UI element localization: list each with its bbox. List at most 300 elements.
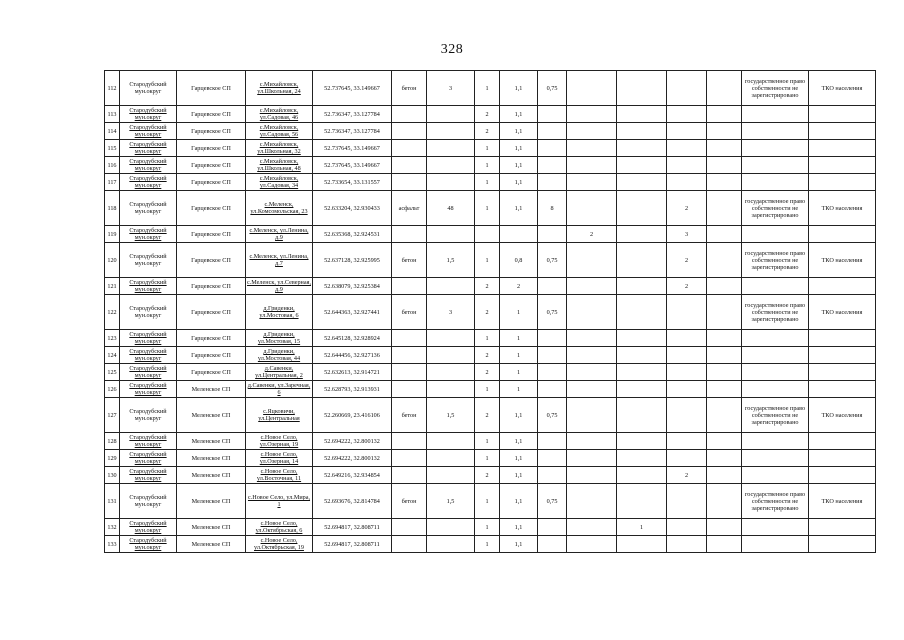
volume-cell: 1,1 (500, 123, 538, 140)
col13-cell: 3 (667, 226, 707, 243)
row-number: 133 (105, 536, 120, 553)
waste-source-cell (809, 106, 876, 123)
settlement-cell: Гарцевское СП (177, 243, 246, 278)
district-cell: Стародубский мун.округ (120, 398, 177, 433)
waste-source-cell (809, 226, 876, 243)
table-row (105, 347, 876, 364)
surface-cell: бетон (392, 295, 427, 330)
col11-cell (567, 295, 617, 330)
volume-cell: 1,1 (500, 536, 538, 553)
area-cell: 1,5 (427, 243, 475, 278)
table-row (105, 433, 876, 450)
coordinates-cell: 52.693676, 32.814784 (313, 484, 392, 519)
surface-cell: бетон (392, 243, 427, 278)
surface-cell (392, 364, 427, 381)
col13-cell (667, 330, 707, 347)
col13-cell (667, 536, 707, 553)
owner-cell (742, 140, 809, 157)
waste-source-cell (809, 140, 876, 157)
address-cell: с.Михайловск, ул.Школьная, 24 (246, 71, 313, 106)
address-cell: с.Новое Село, ул.Октябрьская, 19 (246, 536, 313, 553)
table-row (105, 364, 876, 381)
containers-cell (475, 226, 500, 243)
containers-cell: 1 (475, 381, 500, 398)
col11-cell (567, 519, 617, 536)
table-row (105, 157, 876, 174)
col11-cell (567, 191, 617, 226)
col14-cell (707, 174, 742, 191)
address-cell: д.Савенки, ул.Заречная, 6 (246, 381, 313, 398)
col12-cell (617, 484, 667, 519)
address-cell: с.Меленск, ул.Ленина, д.9 (246, 226, 313, 243)
district-cell: Стародубский мун.округ (120, 191, 177, 226)
volume-cell: 1 (500, 295, 538, 330)
waste-source-cell (809, 157, 876, 174)
address-cell: с.Меленск, ул.Комсомольская, 23 (246, 191, 313, 226)
col12-cell (617, 243, 667, 278)
district-cell: Стародубский мун.округ (120, 330, 177, 347)
col11-cell (567, 330, 617, 347)
containers-cell: 2 (475, 398, 500, 433)
waste-source-cell: ТКО населения (809, 398, 876, 433)
volume-cell: 1,1 (500, 106, 538, 123)
coordinates-cell: 52.694817, 32.808711 (313, 519, 392, 536)
surface-cell (392, 433, 427, 450)
coordinates-cell: 52.737645, 33.149667 (313, 157, 392, 174)
area-cell (427, 450, 475, 467)
address-cell: с.Новое Село, ул.Мира, 1 (246, 484, 313, 519)
row-number: 112 (105, 71, 120, 106)
district-cell: Стародубский мун.округ (120, 157, 177, 174)
col12-cell (617, 123, 667, 140)
containers-cell: 2 (475, 347, 500, 364)
col13-cell (667, 123, 707, 140)
col11-cell (567, 71, 617, 106)
col13-cell: 2 (667, 278, 707, 295)
address-cell: с.Новое Село, ул.Октябрьская, 6 (246, 519, 313, 536)
address-cell: с.Михайловск, ул.Садовая, 56 (246, 123, 313, 140)
col11-cell (567, 278, 617, 295)
waste-source-cell (809, 330, 876, 347)
col13-cell (667, 364, 707, 381)
col12-cell (617, 330, 667, 347)
settlement-cell: Меленское СП (177, 433, 246, 450)
col12-cell (617, 381, 667, 398)
col13-cell (667, 381, 707, 398)
col10-cell: 0,75 (538, 484, 567, 519)
row-number: 130 (105, 467, 120, 484)
area-cell (427, 226, 475, 243)
col14-cell (707, 123, 742, 140)
owner-cell (742, 467, 809, 484)
district-cell: Стародубский мун.округ (120, 484, 177, 519)
table-row (105, 536, 876, 553)
col14-cell (707, 191, 742, 226)
coordinates-cell: 52.733654, 33.131557 (313, 174, 392, 191)
district-cell: Стародубский мун.округ (120, 174, 177, 191)
col11-cell (567, 174, 617, 191)
col10-cell: 0,75 (538, 295, 567, 330)
row-number: 124 (105, 347, 120, 364)
waste-source-cell (809, 123, 876, 140)
area-cell: 1,5 (427, 484, 475, 519)
area-cell (427, 364, 475, 381)
row-number: 116 (105, 157, 120, 174)
settlement-cell: Меленское СП (177, 467, 246, 484)
waste-source-cell (809, 174, 876, 191)
row-number: 125 (105, 364, 120, 381)
containers-cell: 1 (475, 191, 500, 226)
coordinates-cell: 52.637128, 32.925995 (313, 243, 392, 278)
containers-cell: 1 (475, 330, 500, 347)
surface-cell (392, 536, 427, 553)
settlement-cell: Гарцевское СП (177, 364, 246, 381)
coordinates-cell: 52.736347, 33.127784 (313, 123, 392, 140)
district-cell: Стародубский мун.округ (120, 347, 177, 364)
coordinates-cell: 52.638079, 32.925384 (313, 278, 392, 295)
table-row (105, 398, 876, 433)
settlement-cell: Гарцевское СП (177, 330, 246, 347)
waste-source-cell (809, 519, 876, 536)
coordinates-cell: 52.644456, 32.927136 (313, 347, 392, 364)
col14-cell (707, 536, 742, 553)
district-cell: Стародубский мун.округ (120, 106, 177, 123)
row-number: 131 (105, 484, 120, 519)
owner-cell: государственное право собственности не зарегистрировано (742, 484, 809, 519)
col14-cell (707, 330, 742, 347)
area-cell: 48 (427, 191, 475, 226)
col14-cell (707, 398, 742, 433)
row-number: 127 (105, 398, 120, 433)
col10-cell: 8 (538, 191, 567, 226)
containers-cell: 1 (475, 450, 500, 467)
area-cell: 3 (427, 295, 475, 330)
coordinates-cell: 52.737645, 33.149667 (313, 140, 392, 157)
address-cell: с.Михайловск, ул.Садовая, 46 (246, 106, 313, 123)
district-cell: Стародубский мун.округ (120, 226, 177, 243)
coordinates-cell: 52.694222, 32.800132 (313, 450, 392, 467)
col11-cell (567, 243, 617, 278)
surface-cell: бетон (392, 484, 427, 519)
registry-table (104, 70, 876, 553)
table-row (105, 174, 876, 191)
col12-cell (617, 191, 667, 226)
waste-source-cell (809, 381, 876, 398)
table-row (105, 106, 876, 123)
col13-cell (667, 174, 707, 191)
row-number: 115 (105, 140, 120, 157)
owner-cell (742, 381, 809, 398)
col11-cell (567, 484, 617, 519)
owner-cell (742, 519, 809, 536)
col10-cell (538, 140, 567, 157)
settlement-cell: Меленское СП (177, 536, 246, 553)
row-number: 121 (105, 278, 120, 295)
col14-cell (707, 140, 742, 157)
volume-cell: 1,1 (500, 398, 538, 433)
col14-cell (707, 106, 742, 123)
address-cell: с.Михайловск, ул.Школьная, 32 (246, 140, 313, 157)
address-cell: с.Михайловск, ул.Школьная, 48 (246, 157, 313, 174)
address-cell: с.Новое Село, ул.Озерная, 14 (246, 450, 313, 467)
col14-cell (707, 347, 742, 364)
district-cell: Стародубский мун.округ (120, 381, 177, 398)
surface-cell (392, 106, 427, 123)
surface-cell (392, 123, 427, 140)
col11-cell (567, 106, 617, 123)
owner-cell (742, 106, 809, 123)
containers-cell: 1 (475, 519, 500, 536)
col14-cell (707, 364, 742, 381)
volume-cell: 1 (500, 364, 538, 381)
waste-source-cell (809, 278, 876, 295)
col13-cell (667, 450, 707, 467)
coordinates-cell: 52.737645, 33.149667 (313, 71, 392, 106)
col12-cell (617, 364, 667, 381)
table-row (105, 330, 876, 347)
table-row (105, 140, 876, 157)
col10-cell (538, 433, 567, 450)
containers-cell: 1 (475, 433, 500, 450)
coordinates-cell: 52.635368, 32.924531 (313, 226, 392, 243)
area-cell (427, 278, 475, 295)
owner-cell (742, 123, 809, 140)
address-cell: д.Савенки, ул.Центральная, 2 (246, 364, 313, 381)
waste-source-cell: ТКО населения (809, 243, 876, 278)
col13-cell (667, 106, 707, 123)
col13-cell (667, 157, 707, 174)
area-cell (427, 433, 475, 450)
col12-cell (617, 467, 667, 484)
col12-cell (617, 140, 667, 157)
district-cell: Стародубский мун.округ (120, 519, 177, 536)
row-number: 132 (105, 519, 120, 536)
address-cell: с.Новое Село, ул.Восточная, 11 (246, 467, 313, 484)
col14-cell (707, 71, 742, 106)
area-cell (427, 157, 475, 174)
col11-cell (567, 347, 617, 364)
volume-cell: 1 (500, 330, 538, 347)
col13-cell (667, 140, 707, 157)
col10-cell (538, 278, 567, 295)
owner-cell: государственное право собственности не зарегистрировано (742, 243, 809, 278)
address-cell: с.Новое Село, ул.Озерная, 19 (246, 433, 313, 450)
col14-cell (707, 519, 742, 536)
containers-cell: 1 (475, 536, 500, 553)
col12-cell (617, 174, 667, 191)
coordinates-cell: 52.694817, 32.808711 (313, 536, 392, 553)
coordinates-cell: 52.736347, 33.127784 (313, 106, 392, 123)
waste-source-cell: ТКО населения (809, 295, 876, 330)
col11-cell (567, 450, 617, 467)
col11-cell (567, 467, 617, 484)
volume-cell: 1,1 (500, 450, 538, 467)
col11-cell (567, 381, 617, 398)
col10-cell (538, 519, 567, 536)
waste-source-cell: ТКО населения (809, 71, 876, 106)
col10-cell: 0,75 (538, 71, 567, 106)
settlement-cell: Гарцевское СП (177, 174, 246, 191)
col10-cell (538, 123, 567, 140)
table-row (105, 381, 876, 398)
col10-cell (538, 364, 567, 381)
surface-cell (392, 381, 427, 398)
col11-cell (567, 536, 617, 553)
waste-source-cell (809, 450, 876, 467)
coordinates-cell: 52.628793, 32.913931 (313, 381, 392, 398)
owner-cell: государственное право собственности не зарегистрировано (742, 191, 809, 226)
area-cell (427, 140, 475, 157)
col13-cell (667, 484, 707, 519)
owner-cell: государственное право собственности не зарегистрировано (742, 398, 809, 433)
row-number: 122 (105, 295, 120, 330)
containers-cell: 1 (475, 157, 500, 174)
owner-cell (742, 364, 809, 381)
table-row (105, 467, 876, 484)
col11-cell (567, 123, 617, 140)
row-number: 119 (105, 226, 120, 243)
surface-cell (392, 157, 427, 174)
containers-cell: 2 (475, 364, 500, 381)
owner-cell (742, 536, 809, 553)
area-cell (427, 123, 475, 140)
col10-cell (538, 106, 567, 123)
col14-cell (707, 467, 742, 484)
coordinates-cell: 52.644363, 32.927441 (313, 295, 392, 330)
district-cell: Стародубский мун.округ (120, 123, 177, 140)
col14-cell (707, 484, 742, 519)
owner-cell: государственное право собственности не зарегистрировано (742, 71, 809, 106)
district-cell: Стародубский мун.округ (120, 450, 177, 467)
district-cell: Стародубский мун.округ (120, 433, 177, 450)
page-number: 328 (440, 42, 464, 57)
waste-source-cell (809, 364, 876, 381)
col12-cell: 1 (617, 519, 667, 536)
col11-cell (567, 398, 617, 433)
col11-cell: 2 (567, 226, 617, 243)
surface-cell (392, 330, 427, 347)
address-cell: д.Гриденки, ул.Мостовая, 44 (246, 347, 313, 364)
col10-cell (538, 157, 567, 174)
col12-cell (617, 278, 667, 295)
row-number: 128 (105, 433, 120, 450)
col10-cell (538, 467, 567, 484)
area-cell (427, 381, 475, 398)
col12-cell (617, 398, 667, 433)
row-number: 126 (105, 381, 120, 398)
col13-cell (667, 398, 707, 433)
table-row (105, 484, 876, 519)
district-cell: Стародубский мун.округ (120, 467, 177, 484)
volume-cell: 1 (500, 381, 538, 398)
col10-cell (538, 226, 567, 243)
col13-cell: 2 (667, 467, 707, 484)
owner-cell (742, 347, 809, 364)
waste-source-cell: ТКО населения (809, 484, 876, 519)
table-row (105, 243, 876, 278)
settlement-cell: Меленское СП (177, 484, 246, 519)
col14-cell (707, 381, 742, 398)
col12-cell (617, 71, 667, 106)
volume-cell: 1,1 (500, 191, 538, 226)
table-row (105, 519, 876, 536)
containers-cell: 1 (475, 71, 500, 106)
surface-cell: бетон (392, 71, 427, 106)
row-number: 114 (105, 123, 120, 140)
waste-source-cell (809, 467, 876, 484)
col10-cell (538, 330, 567, 347)
containers-cell: 2 (475, 295, 500, 330)
district-cell: Стародубский мун.округ (120, 278, 177, 295)
surface-cell (392, 450, 427, 467)
col12-cell (617, 450, 667, 467)
table-row (105, 191, 876, 226)
col12-cell (617, 226, 667, 243)
volume-cell: 2 (500, 278, 538, 295)
coordinates-cell: 52.649216, 32.934854 (313, 467, 392, 484)
settlement-cell: Гарцевское СП (177, 278, 246, 295)
coordinates-cell: 52.632613, 32.914721 (313, 364, 392, 381)
settlement-cell: Гарцевское СП (177, 140, 246, 157)
col13-cell (667, 519, 707, 536)
containers-cell: 2 (475, 278, 500, 295)
settlement-cell: Гарцевское СП (177, 347, 246, 364)
col14-cell (707, 295, 742, 330)
district-cell: Стародубский мун.округ (120, 140, 177, 157)
waste-source-cell: ТКО населения (809, 191, 876, 226)
col14-cell (707, 243, 742, 278)
table-row (105, 278, 876, 295)
settlement-cell: Гарцевское СП (177, 295, 246, 330)
waste-source-cell (809, 433, 876, 450)
area-cell (427, 330, 475, 347)
col12-cell (617, 106, 667, 123)
area-cell (427, 106, 475, 123)
containers-cell: 1 (475, 174, 500, 191)
table-row (105, 450, 876, 467)
address-cell: с.Меленск, ул.Северная, д.9 (246, 279, 312, 293)
col10-cell (538, 450, 567, 467)
surface-cell (392, 347, 427, 364)
surface-cell (392, 278, 427, 295)
containers-cell: 1 (475, 243, 500, 278)
address-cell: с.Яцковичи, ул.Центральная (246, 398, 313, 433)
surface-cell: бетон (392, 398, 427, 433)
owner-cell: государственное право собственности не зарегистрировано (742, 295, 809, 330)
col10-cell (538, 381, 567, 398)
volume-cell: 1,1 (500, 467, 538, 484)
col12-cell (617, 157, 667, 174)
owner-cell (742, 433, 809, 450)
containers-cell: 1 (475, 140, 500, 157)
owner-cell (742, 278, 809, 295)
col10-cell (538, 347, 567, 364)
col12-cell (617, 536, 667, 553)
area-cell (427, 536, 475, 553)
col11-cell (567, 140, 617, 157)
row-number: 123 (105, 330, 120, 347)
settlement-cell: Гарцевское СП (177, 226, 246, 243)
table-row (105, 226, 876, 243)
address-cell: д.Гриденки, ул.Мостовая, 15 (246, 330, 313, 347)
area-cell (427, 467, 475, 484)
col10-cell: 0,75 (538, 398, 567, 433)
col14-cell (707, 157, 742, 174)
surface-cell (392, 140, 427, 157)
col12-cell (617, 347, 667, 364)
area-cell (427, 519, 475, 536)
volume-cell: 1 (500, 347, 538, 364)
